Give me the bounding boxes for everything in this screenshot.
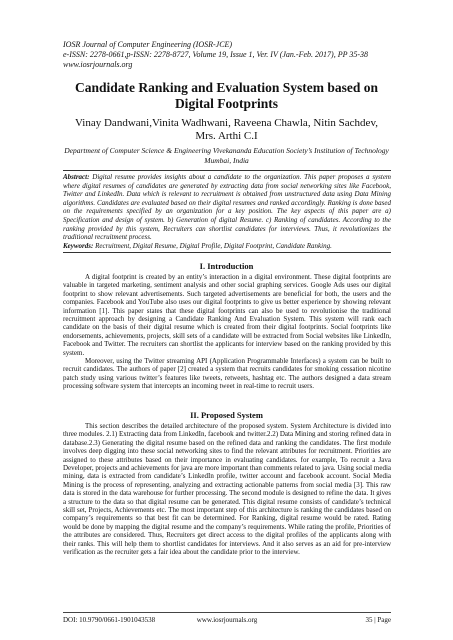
proposed-paragraph-1: This section describes the detailed architecture of the proposed system. System Architecture is divided into three modules. 2.1) Extracting data from LinkedIn, facebook and twitter.2.2) Data Mining and storing refined data in database.2.3) Generating the digital resume based on the refined data and ranking the candidates. The first module involves deep digging into these social networking sites to find the relevant attributes for recruitment. Priorities are assigned to these attributes based on their importance in evaluating candidates. for example, To recruit a Java Developer, projects and achievements for java are more important than comments related to java. Using social media mining, data is extracted from candidate’s LinkedIn profile, twitter account and facebook account. Social Media Mining is the process of representing, analyzing and extracting actionable patterns from social media [3]. This raw data is stored in the data warehouse for further processing. The second module is designed to refine the data. It gives a structure to the data so that digital resume can be generated. This digital resume consists of candidate’s technical skill set, Projects, Achievements etc. The most important step of this architecture is ranking the candidates based on company’s requirements so that best fit can be determined. For Ranking, digital resume would be rated. Rating would be done by mapping the digital resume and the company’s requirements. While rating the profile, Priorities of the attributes are considered. Thus, Recruiters get direct access to the digital profiles of the applicants along with their ranks. This will help them to shortlist candidates for interviews. And it also serves as an aid for pre-interview verification as the recruiter gets a fair idea about the candidate prior to the interview. — [63, 422, 391, 557]
keywords-label: Keywords: — [63, 241, 94, 250]
journal-issn: e-ISSN: 2278-0661,p-ISSN: 2278-8727, Volume 19, Issue 1, Ver. IV (Jan.-Feb. 2017), PP 35-38 — [63, 50, 368, 59]
title-line-1: Candidate Ranking and Evaluation System based on — [74, 80, 379, 95]
keywords-text: Recruitment, Digital Resume, Digital Profile, Digital Footprint, Candidate Ranking. — [93, 241, 332, 250]
footer-website: www.iosrjournals.org — [196, 616, 258, 624]
proposed-system-body — [63, 422, 391, 557]
journal-header — [63, 40, 393, 70]
authors-line-2: Mrs. Arthi C.I — [195, 130, 258, 142]
abstract-label: Abstract: — [63, 173, 90, 181]
footer-page-number: 35 | Page — [365, 616, 391, 624]
journal-name: IOSR Journal of Computer Engineering (IOSR-JCE) — [63, 40, 233, 49]
authors-line-1: Vinay Dandwani,Vinita Wadhwani, Raveena Chawla, Nitin Sachdev, — [75, 117, 378, 129]
footer-doi: DOI: 10.9790/0661-1901043538 — [63, 616, 156, 624]
introduction-body — [63, 273, 391, 391]
affiliation-line-1: Department of Computer Science & Engineering Vivekananda Education Society’s Institution of Technology — [64, 146, 389, 155]
paper-title — [40, 80, 413, 112]
intro-paragraph-2: Moreover, using the Twitter streaming API (Application Programmable Interfaces) a system can be built to recruit candidates. The authors of paper [2] created a system that recruits candidates for smoking cessation nicotine patch study using various twitter’s features like tweets, retweets, hashtag etc. The authors designed a data stream processing software system that intercepts an incoming tweet in real-time to recruit users. — [63, 357, 391, 391]
section-heading-proposed-system: II. Proposed System — [190, 410, 263, 420]
affiliation-line-2: Mumbai, India — [204, 155, 249, 165]
affiliation — [40, 146, 413, 165]
author-list — [40, 117, 413, 143]
intro-paragraph-1: A digital footprint is created by an entity’s interaction in a digital environment. These digital footprints are valuable in targeted marketing, sentiment analysis and other social graphing services. Google Ads uses our digital footprint to show relevant advertisements. Such targeted advertisements are beneficial for both, the users and the companies. Facebook and YouTube also uses our digital footprints to give us better experience by showing relevant information [1]. This paper states that these digital footprints can also be used to revolutionise the traditional recruitment approach by designing a Candidate Ranking And Evaluation System. This system will rank each candidate on the basis of their digital resume which is created from their digital footprints. Social footprints like endorsements, achievements, projects, skill sets of a candidate will be extracted from Social websites like LinkedIn, Facebook and Twitter. The recruiters can shortlist the applicants for interview based on the ranking provided by this system. — [63, 273, 391, 357]
title-line-2: Digital Footprints — [174, 96, 279, 111]
journal-website: www.iosrjournals.org — [63, 60, 133, 69]
abstract-text: Digital resume provides insights about a candidate to the organization. This paper proposes a system where digital resumes of candidates are generated by extracting data from social networking sites like Facebook, Twitter and LinkedIn. Data which is relevant to recruitment is obtained from unstructured data using Data Mining algorithms. Candidates are evaluated based on their digital resumes and ranked accordingly. Ranking is done based on the requirements specified by an organization for a key position. The key aspects of this paper are a) Specification and design of system. b) Generation of digital Resume. c) Ranking of candidates. According to the ranking provided by this system, Recruiters can shortlist candidates for interviews. Thus, it revolutionizes the traditional recruitment process. — [63, 173, 391, 242]
page-footer — [63, 612, 391, 625]
abstract — [63, 173, 391, 242]
section-heading-introduction: I. Introduction — [199, 261, 254, 271]
abstract-block — [63, 170, 391, 253]
keywords — [63, 242, 391, 251]
